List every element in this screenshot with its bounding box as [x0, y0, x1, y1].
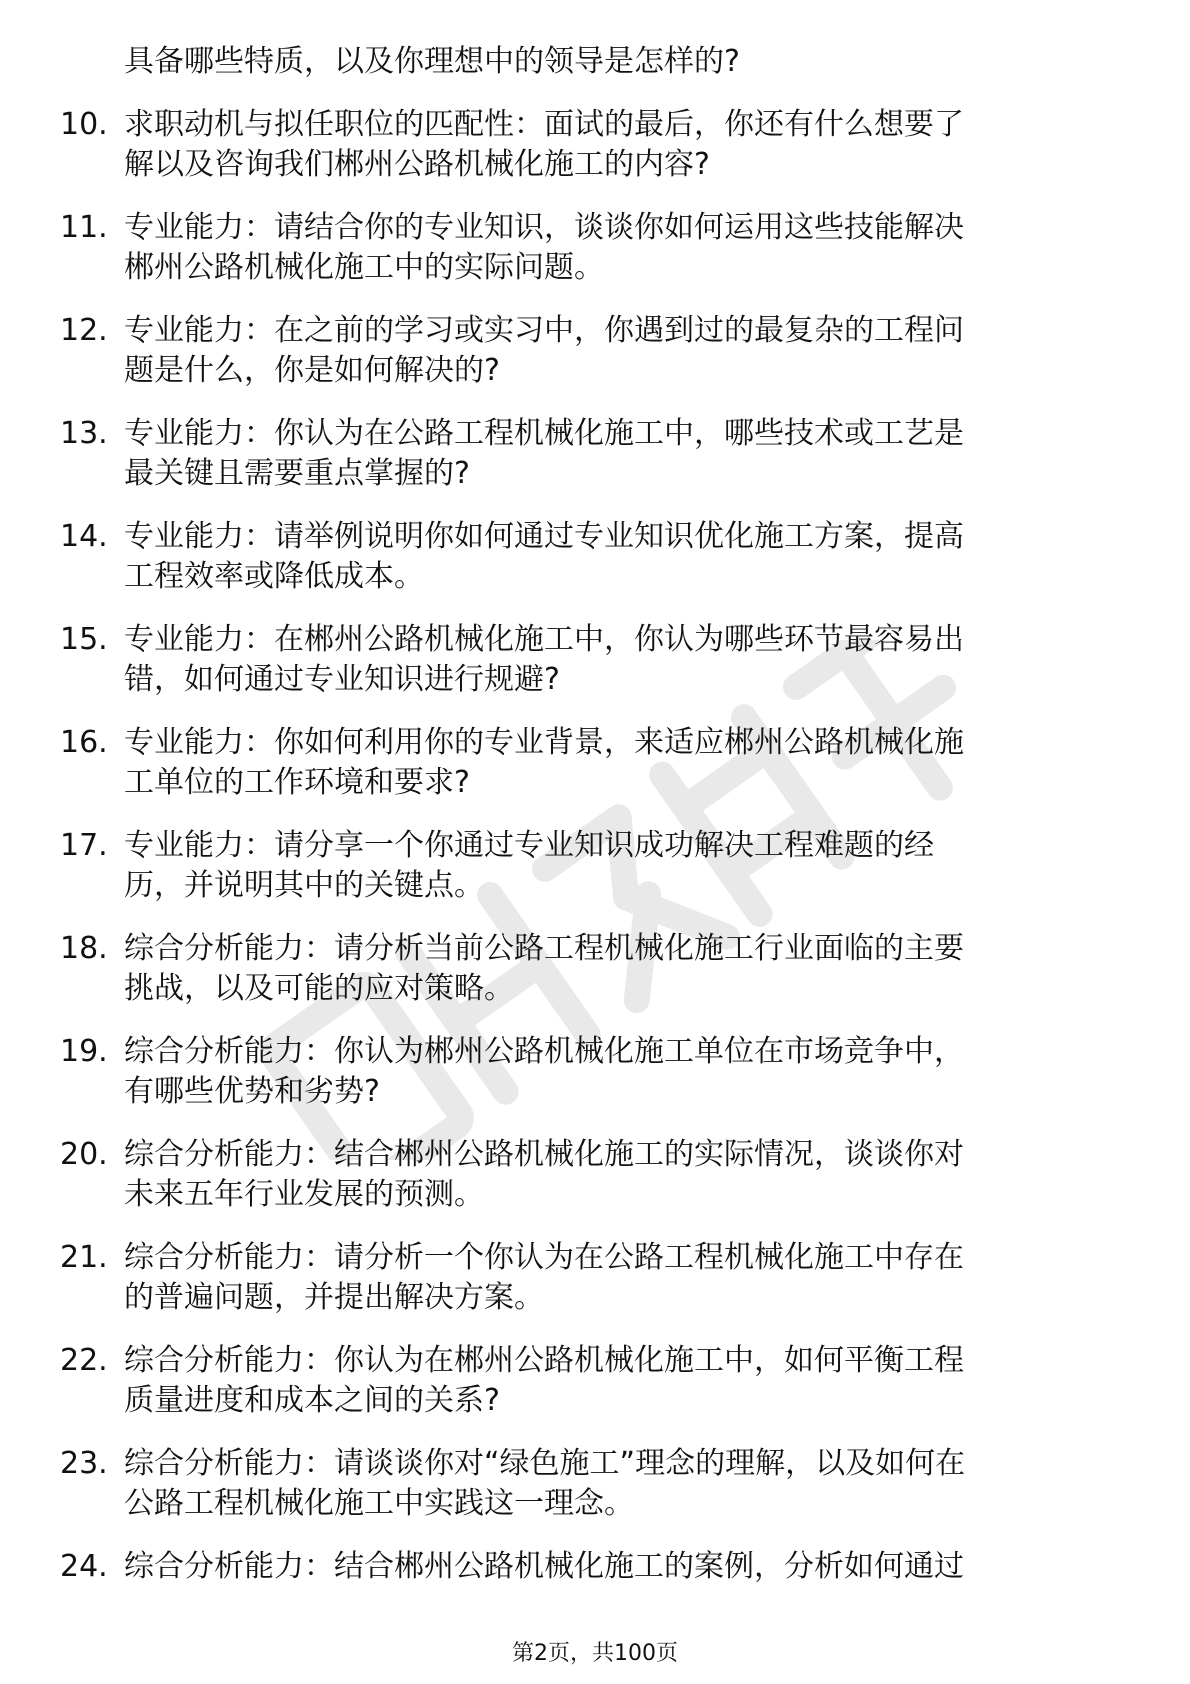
- question-text-line: 历，并说明其中的关键点。: [124, 868, 484, 903]
- question-text-line: 专业能力：你如何利用你的专业背景，来适应郴州公路机械化施: [124, 725, 964, 760]
- question-item: [60, 311, 1120, 391]
- question-text-line: 综合分析能力：请分析一个你认为在公路工程机械化施工中存在: [124, 1240, 964, 1275]
- question-text: [124, 1547, 1120, 1587]
- question-text-line: 最关键且需要重点掌握的?: [124, 456, 470, 491]
- question-text-line: 的普遍问题，并提出解决方案。: [124, 1280, 544, 1315]
- question-text: [124, 311, 1120, 391]
- question-text-line: 未来五年行业发展的预测。: [124, 1177, 484, 1212]
- question-text-line: 综合分析能力：结合郴州公路机械化施工的实际情况，谈谈你对: [124, 1137, 964, 1172]
- question-text-line: 专业能力：请分享一个你通过专业知识成功解决工程难题的经: [124, 828, 934, 863]
- question-text: [124, 1444, 1120, 1524]
- question-text-line: 专业能力：请结合你的专业知识，谈谈你如何运用这些技能解决: [124, 210, 964, 245]
- question-text-line: 专业能力：你认为在公路工程机械化施工中，哪些技术或工艺是: [124, 416, 964, 451]
- question-text-line: 挑战，以及可能的应对策略。: [124, 971, 514, 1006]
- question-text: [124, 1032, 1120, 1112]
- question-item: [60, 208, 1120, 288]
- question-number: 15.: [60, 622, 108, 657]
- question-number: 12.: [60, 313, 108, 348]
- question-text-line: 公路工程机械化施工中实践这一理念。: [124, 1486, 634, 1521]
- question-text-line: 综合分析能力：请谈谈你对“绿色施工”理念的理解，以及如何在: [124, 1446, 966, 1481]
- question-text-line: 工程效率或降低成本。: [124, 559, 424, 594]
- question-number: 22.: [60, 1343, 108, 1378]
- question-text: [124, 1238, 1120, 1318]
- question-list: [60, 42, 1120, 1610]
- question-text: [124, 105, 1120, 185]
- question-item: [60, 1238, 1120, 1318]
- question-item: [60, 723, 1120, 803]
- question-text-line: 综合分析能力：请分析当前公路工程机械化施工行业面临的主要: [124, 931, 964, 966]
- question-number: 20.: [60, 1137, 108, 1172]
- question-number: 14.: [60, 519, 108, 554]
- question-number: 23.: [60, 1446, 108, 1481]
- question-number: 21.: [60, 1240, 108, 1275]
- question-number: 16.: [60, 725, 108, 760]
- question-text: [124, 929, 1120, 1009]
- question-item: [60, 105, 1120, 185]
- question-text-line: 郴州公路机械化施工中的实际问题。: [124, 250, 604, 285]
- question-item: [60, 1032, 1120, 1112]
- question-item: [60, 1135, 1120, 1215]
- question-item: [60, 414, 1120, 494]
- question-text: [124, 826, 1120, 906]
- question-text-line: 求职动机与拟任职位的匹配性：面试的最后，你还有什么想要了: [124, 107, 964, 142]
- question-text: [124, 517, 1120, 597]
- question-text-line: 综合分析能力：你认为在郴州公路机械化施工中，如何平衡工程: [124, 1343, 964, 1378]
- question-text-line: 解以及咨询我们郴州公路机械化施工的内容?: [124, 147, 710, 182]
- question-text: [124, 723, 1120, 803]
- question-item: [60, 1444, 1120, 1524]
- question-item: [60, 826, 1120, 906]
- question-text-line: 专业能力：在郴州公路机械化施工中，你认为哪些环节最容易出: [124, 622, 964, 657]
- question-text-line: 题是什么，你是如何解决的?: [124, 353, 500, 388]
- question-number: 24.: [60, 1549, 108, 1584]
- question-number: 19.: [60, 1034, 108, 1069]
- question-number: 10.: [60, 107, 108, 142]
- page-footer: 第2页，共100页: [512, 1641, 678, 1666]
- question-text-line: 专业能力：请举例说明你如何通过专业知识优化施工方案，提高: [124, 519, 964, 554]
- question-text: [124, 620, 1120, 700]
- question-text-line: 有哪些优势和劣势?: [124, 1074, 380, 1109]
- question-number: 13.: [60, 416, 108, 451]
- question-item: [60, 929, 1120, 1009]
- question-text: [124, 414, 1120, 494]
- continued-question-text: 具备哪些特质，以及你理想中的领导是怎样的?: [124, 44, 740, 79]
- question-item: [60, 620, 1120, 700]
- question-item: [60, 1547, 1120, 1587]
- question-text-line: 工单位的工作环境和要求?: [124, 765, 470, 800]
- question-text: [124, 208, 1120, 288]
- question-text-line: 综合分析能力：你认为郴州公路机械化施工单位在市场竞争中，: [124, 1034, 964, 1069]
- question-text: [124, 1341, 1120, 1421]
- question-number: 18.: [60, 931, 108, 966]
- question-number: 11.: [60, 210, 108, 245]
- question-text-line: 质量进度和成本之间的关系?: [124, 1383, 500, 1418]
- question-number: 17.: [60, 828, 108, 863]
- question-text-line: 错，如何通过专业知识进行规避?: [124, 662, 560, 697]
- question-text: [124, 1135, 1120, 1215]
- question-text-line: 综合分析能力：结合郴州公路机械化施工的案例，分析如何通过: [124, 1549, 964, 1584]
- question-item: [60, 1341, 1120, 1421]
- question-item: [60, 517, 1120, 597]
- question-text-line: 专业能力：在之前的学习或实习中，你遇到过的最复杂的工程问: [124, 313, 964, 348]
